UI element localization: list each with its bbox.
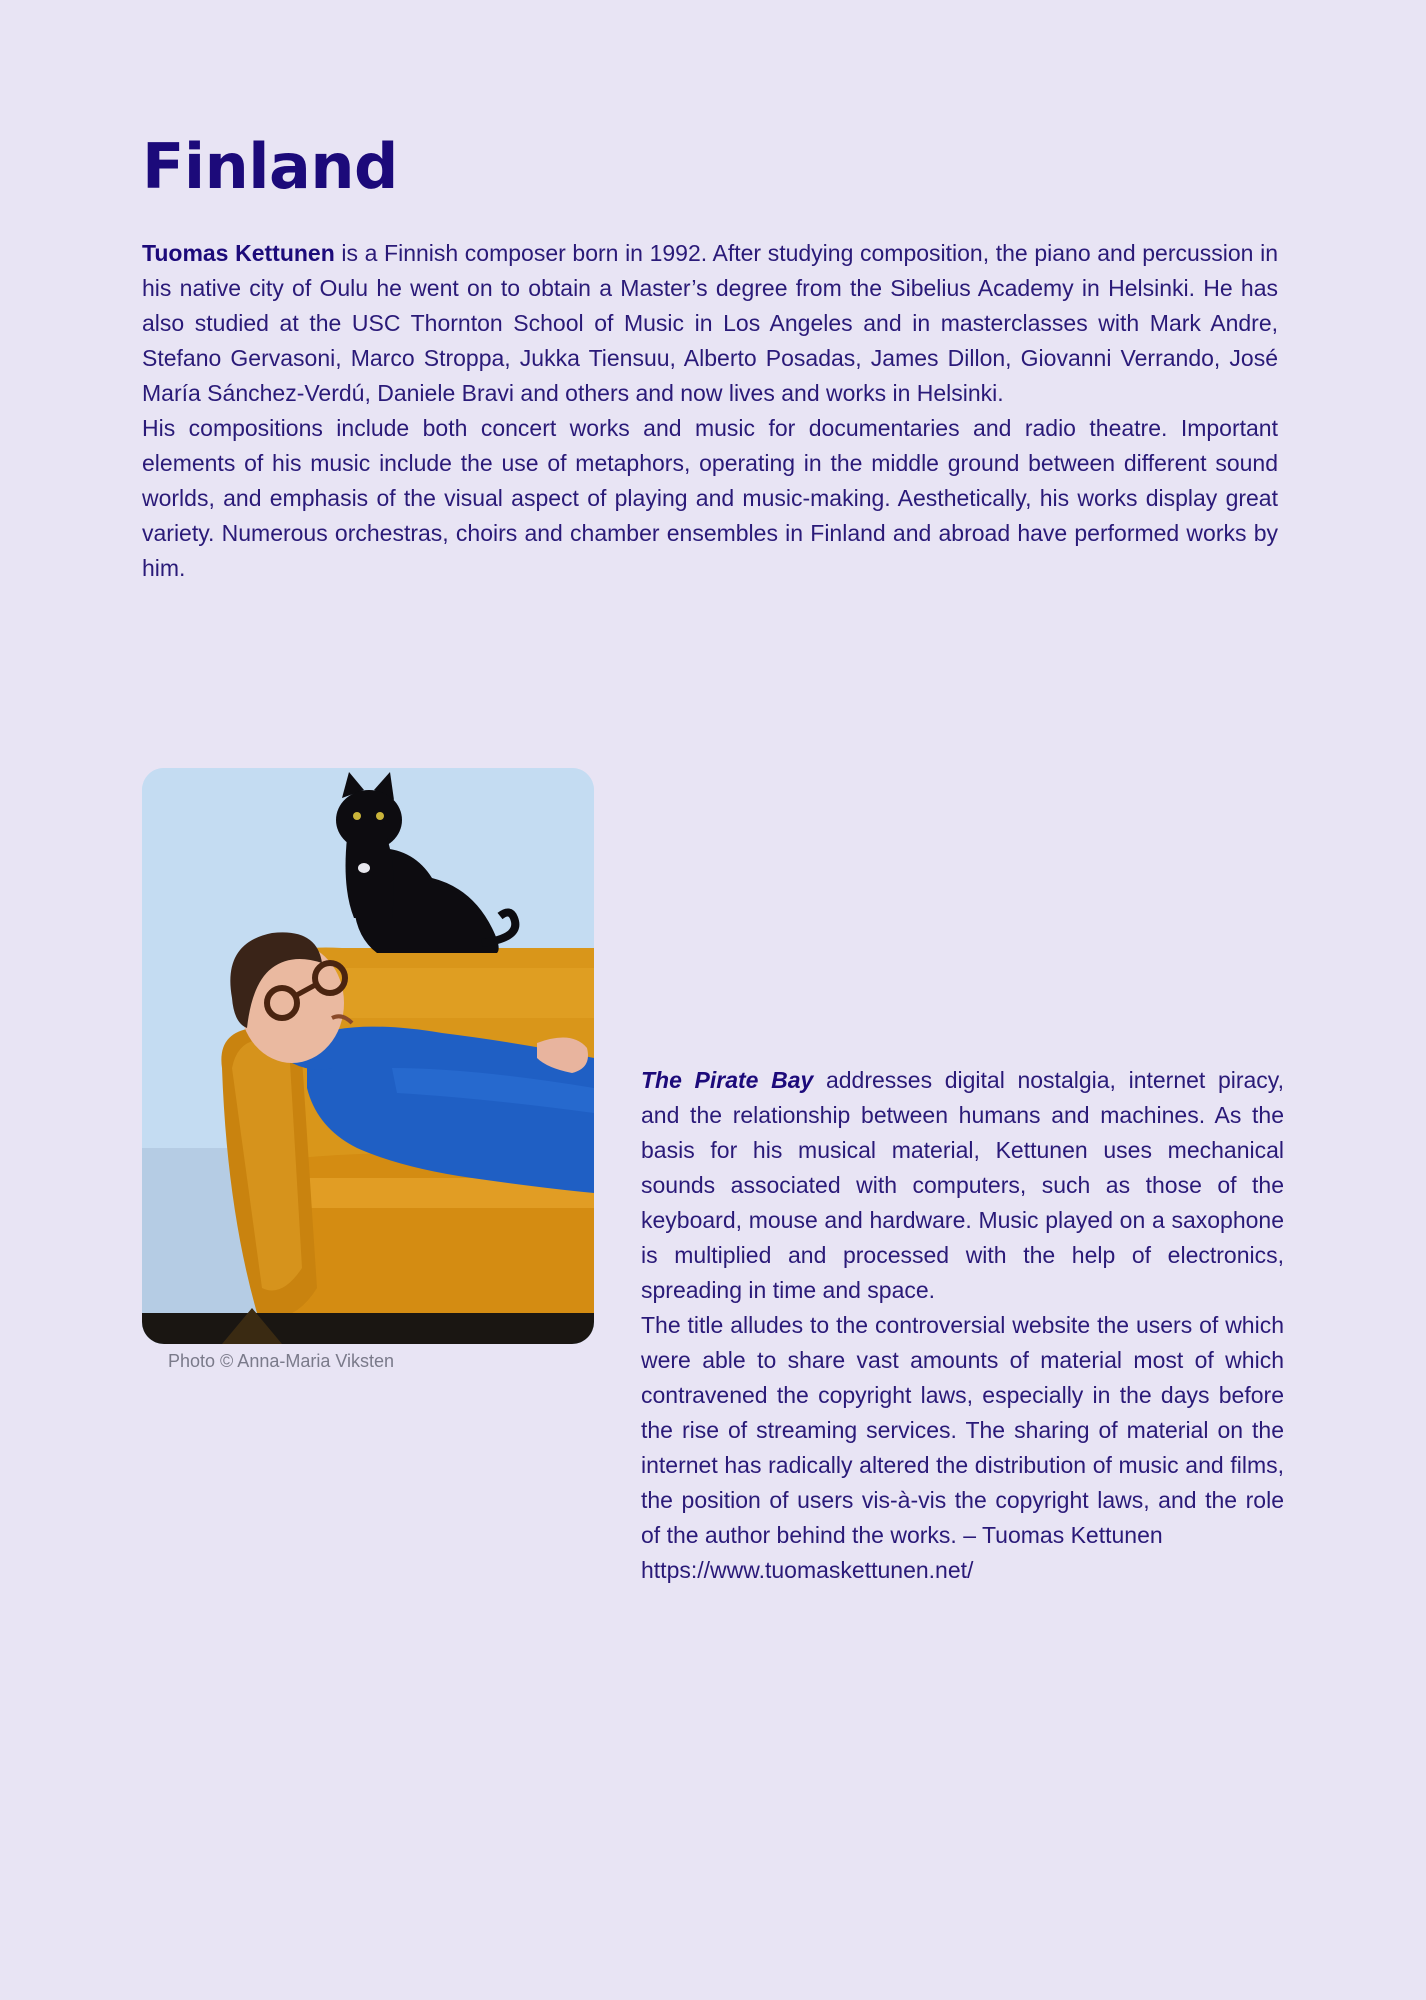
composer-bio [142,236,1278,586]
bio-paragraph-1-text: is a Finnish composer born in 1992. After studying composition, the piano and percussion in his native city of Oulu he went on to obtain a Master’s degree from the Sibelius Academy in Helsinki. He has also studied at the USC Thornton School of Music in Los Angeles and in masterclasses with Mark Andre, Stefano Gervasoni, Marco Stroppa, Jukka Tiensuu, Alberto Posadas, James Dillon, Giovanni Verrando, José María Sánchez-Verdú, Daniele Bravi and others and now lives and works in Helsinki. [142,240,1278,406]
work-paragraph-1 [641,1063,1284,1308]
composer-photo [142,768,594,1344]
bio-paragraph-1 [142,236,1278,411]
composer-name: Tuomas Kettunen [142,240,335,266]
work-title: The Pirate Bay [641,1067,814,1093]
composer-website-link[interactable]: https://www.tuomaskettunen.net/ [641,1557,974,1583]
photo-caption: Photo © Anna-Maria Viksten [168,1351,395,1371]
bio-paragraph-2: His compositions include both concert works and music for documentaries and radio theatre. Important elements of his music include the use of metaphors, operating in the middle ground between different sound worlds, and emphasis of the visual aspect of playing and music-making. Aesthetically, his works display great variety. Numerous orchestras, choirs and chamber ensembles in Finland and abroad have performed works by him. [142,415,1278,581]
work-description [641,1063,1284,1588]
work-paragraph-1-text: addresses digital nostalgia, internet piracy, and the relationship between humans and machines. As the basis for his musical material, Kettunen uses mechanical sounds associated with computers, such as those of the keyboard, mouse and hardware. Music played on a saxophone is multiplied and processed with the help of electronics, spreading in time and space. [641,1067,1284,1303]
country-heading: Finland [142,130,398,203]
work-paragraph-2: The title alludes to the controversial website the users of which were able to share vast amounts of material most of which contravened the copyright laws, especially in the days before the rise of streaming services. The sharing of material on the internet has radically altered the distribution of music and films, the position of users vis-à-vis the copyright laws, and the role of the author behind the works. – Tuomas Kettunen [641,1312,1284,1548]
